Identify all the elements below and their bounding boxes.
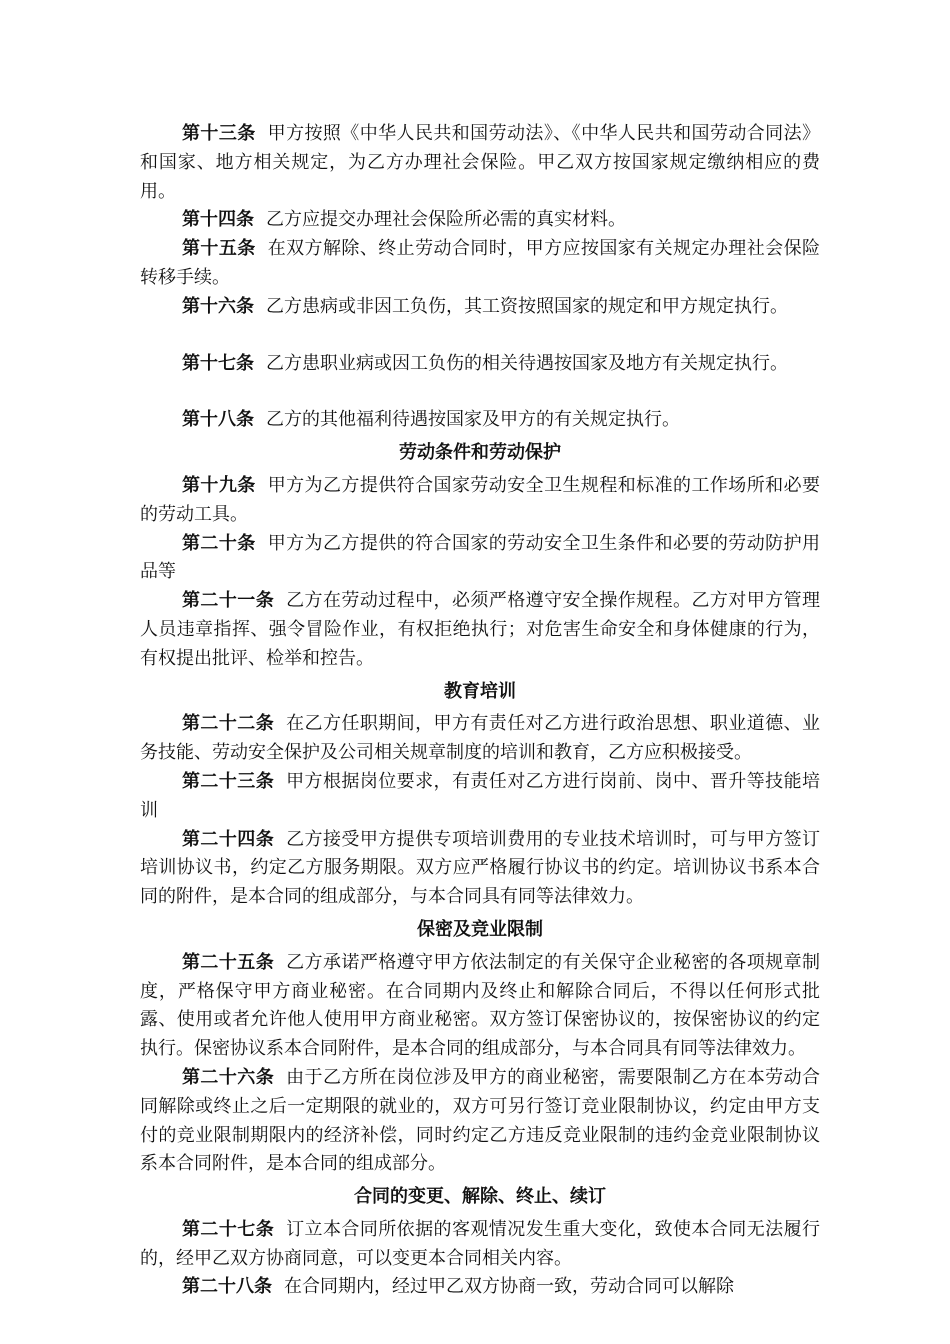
article-label: 第十八条 — [182, 409, 254, 431]
article-label: 第十四条 — [182, 209, 254, 231]
article-text: 乙方接受甲方提供专项培训费用的专业技术培训时，可与甲方签订培训协议书，约定乙方服务期限。双方应严格履行协议书的约定。培训协议书系本合同的附件，是本合同的组成部分，与本合同具有同等法律效力。 — [140, 828, 821, 908]
section-heading-labor: 劳动条件和劳动保护 — [399, 442, 561, 464]
article-19 — [140, 472, 820, 530]
article-label: 第十六条 — [182, 295, 254, 317]
article-label: 第二十七条 — [182, 1218, 275, 1240]
article-text: 乙方的其他福利待遇按国家及甲方的有关规定执行。 — [266, 409, 680, 431]
article-13 — [140, 120, 820, 206]
article-text: 乙方患职业病或因工负伤的相关待遇按国家及地方有关规定执行。 — [266, 352, 788, 374]
article-text: 甲方为乙方提供符合国家劳动安全卫生规程和标准的工作场所和必要的劳动工具。 — [140, 474, 821, 525]
article-16 — [140, 293, 820, 322]
article-text: 由于乙方所在岗位涉及甲方的商业秘密，需要限制乙方在本劳动合同解除或终止之后一定期限的就业的，双方可另行签订竞业限制协议，约定由甲方支付的竞业限制期限内的经济补偿，同时约定乙方违反竞业限制的违约金竞业限制协议系本合同附件，是本合同的组成部分。 — [140, 1066, 821, 1175]
article-21 — [140, 587, 820, 673]
article-28 — [140, 1273, 820, 1302]
article-22 — [140, 710, 820, 768]
document-page — [140, 120, 820, 1302]
article-label: 第二十八条 — [182, 1276, 272, 1298]
article-label: 第十三条 — [182, 123, 256, 144]
spacer — [140, 322, 820, 350]
section-heading-change: 合同的变更、解除、终止、续订 — [354, 1186, 606, 1208]
article-label: 第十七条 — [182, 352, 254, 374]
article-17 — [140, 350, 820, 379]
article-18 — [140, 406, 820, 435]
article-label: 第二十二条 — [182, 713, 275, 735]
article-text: 在双方解除、终止劳动合同时，甲方应按国家有关规定办理社会保险转移手续。 — [140, 238, 821, 288]
article-text: 甲方根据岗位要求，有责任对乙方进行岗前、岗中、晋升等技能培训 — [140, 770, 821, 821]
article-24 — [140, 826, 820, 912]
article-14 — [140, 206, 820, 235]
article-text: 乙方承诺严格遵守甲方依法制定的有关保守企业秘密的各项规章制度，严格保守甲方商业秘密。在合同期内及终止和解除合同后，不得以任何形式批露、使用或者允许他人使用甲方商业秘密。双方签订保密协议的，按保密协议的约定执行。保密协议系本合同附件，是本合同的组成部分，与本合同具有同等法律效力。 — [140, 951, 821, 1060]
article-text: 甲方按照《中华人民共和国劳动法》、《中华人民共和国劳动合同法》和国家、地方相关规定，为乙方办理社会保险。甲乙双方按国家规定缴纳相应的费用。 — [140, 123, 821, 202]
article-text: 订立本合同所依据的客观情况发生重大变化，致使本合同无法履行的，经甲乙双方协商同意，可以变更本合同相关内容。 — [140, 1218, 821, 1269]
article-label: 第二十一条 — [182, 590, 275, 612]
article-text: 乙方在劳动过程中，必须严格遵守安全操作规程。乙方对甲方管理人员违章指挥、强令冒险作业，有权拒绝执行；对危害生命安全和身体健康的行为，有权提出批评、检举和控告。 — [140, 590, 821, 669]
article-text: 甲方为乙方提供的符合国家的劳动安全卫生条件和必要的劳动防护用品等 — [140, 532, 821, 583]
article-text: 在合同期内，经过甲乙双方协商一致，劳动合同可以解除 — [284, 1276, 734, 1298]
section-heading-training: 教育培训 — [444, 680, 516, 702]
section-heading-secrecy: 保密及竞业限制 — [417, 918, 543, 940]
article-15 — [140, 235, 820, 293]
article-label: 第二十四条 — [182, 828, 275, 850]
article-text: 在乙方任职期间，甲方有责任对乙方进行政治思想、职业道德、业务技能、劳动安全保护及公司相关规章制度的培训和教育，乙方应积极接受。 — [140, 713, 821, 764]
article-label: 第二十六条 — [182, 1066, 275, 1088]
article-26 — [140, 1064, 820, 1179]
article-text: 乙方应提交办理社会保险所必需的真实材料。 — [266, 209, 626, 231]
article-label: 第十九条 — [182, 474, 256, 496]
article-25 — [140, 949, 820, 1064]
article-label: 第二十条 — [182, 532, 256, 554]
spacer — [140, 378, 820, 406]
article-27 — [140, 1216, 820, 1274]
article-20 — [140, 530, 820, 588]
article-label: 第二十三条 — [182, 770, 275, 792]
article-23 — [140, 768, 820, 826]
article-label: 第二十五条 — [182, 951, 275, 973]
article-text: 乙方患病或非因工负伤，其工资按照国家的规定和甲方规定执行。 — [266, 295, 788, 317]
article-label: 第十五条 — [182, 238, 256, 260]
